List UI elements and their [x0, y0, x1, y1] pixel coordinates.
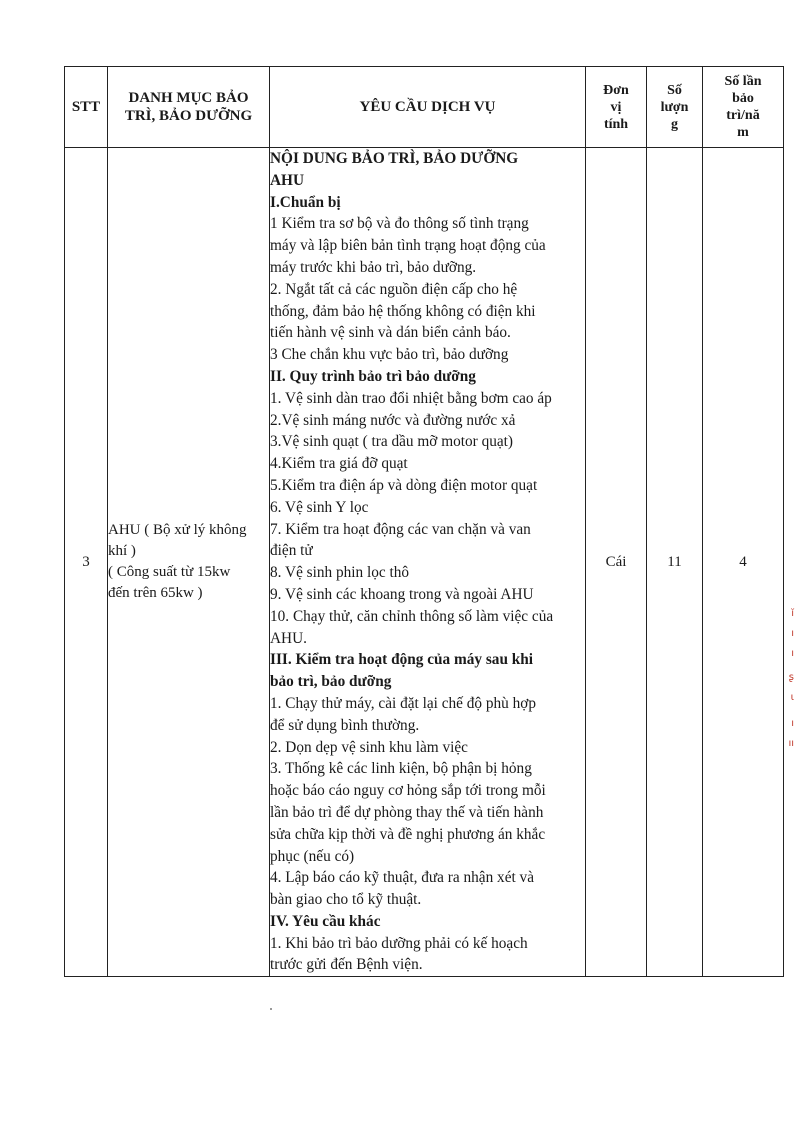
requirement-heading: I.Chuẩn bị: [270, 193, 341, 211]
requirement-line: 9. Vệ sinh các khoang trong và ngoài AHU: [270, 585, 534, 603]
header-quantity-line: g: [671, 116, 678, 132]
requirement-heading: II. Quy trình bảo trì bảo dưỡng: [270, 367, 476, 385]
requirement-line: 10. Chạy thử, căn chỉnh thông số làm việc của: [270, 607, 554, 625]
header-frequency-line: trì/nă: [726, 108, 760, 123]
category-line: đến trên 65kw ): [108, 585, 203, 602]
header-unit-line: Đơn: [603, 82, 629, 98]
category-line: ( Công suất từ 15kw: [108, 564, 231, 581]
row-category: [108, 148, 270, 977]
table-header-row: [65, 67, 784, 148]
requirement-line: 6. Vệ sinh Y lọc: [270, 498, 369, 516]
requirement-line: để sử dụng bình thường.: [270, 716, 420, 734]
requirement-line: thống, đảm bảo hệ thống không có điện khi: [270, 302, 536, 320]
requirement-list: [270, 148, 585, 976]
header-unit: [586, 67, 647, 148]
requirement-line: 2. Ngắt tất cả các nguồn điện cấp cho hệ: [270, 280, 518, 298]
stamp-mark: ı: [791, 648, 794, 659]
header-stt: STT: [65, 67, 108, 148]
requirement-heading: AHU: [270, 171, 304, 189]
requirement-line: 2.Vệ sinh máng nước và đường nước xả: [270, 411, 516, 429]
requirement-line: điện tử: [270, 542, 313, 560]
requirement-line: phục (nếu có): [270, 847, 355, 865]
header-category: [108, 67, 270, 148]
header-category-line: DANH MỤC BẢO: [128, 90, 249, 106]
requirement-line: máy và lập biên bản tình trạng hoạt động của: [270, 237, 546, 255]
requirement-line: 1. Vệ sinh dàn trao đổi nhiệt bằng bơm cao áp: [270, 389, 552, 407]
requirement-line: 1. Chạy thử máy, cài đặt lại chế độ phù hợp: [270, 694, 537, 712]
stamp-mark: ɩ: [790, 692, 794, 703]
row-unit: Cái: [586, 148, 647, 977]
requirement-line: 3. Thống kê các linh kiện, bộ phận bị hỏng: [270, 760, 532, 778]
category-line: khí ): [108, 543, 136, 560]
row-quantity: 11: [647, 148, 703, 977]
requirement-line: 8. Vệ sinh phin lọc thô: [270, 564, 410, 582]
row-requirements: [270, 148, 586, 977]
header-requirement: YÊU CẦU DỊCH VỤ: [270, 67, 586, 148]
requirement-heading: III. Kiểm tra hoạt động của máy sau khi: [270, 651, 534, 669]
scan-speck: [270, 1008, 272, 1010]
requirement-heading: IV. Yêu cầu khác: [270, 912, 381, 930]
row-frequency: 4: [703, 148, 784, 977]
stamp-mark: ĭ: [791, 608, 794, 619]
header-frequency-line: m: [737, 125, 749, 140]
requirement-line: hoặc báo cáo nguy cơ hỏng sắp tới trong mỗi: [270, 782, 546, 800]
requirement-line: lần bảo trì để dự phòng thay thế và tiến hành: [270, 803, 544, 821]
requirement-line: 4. Lập báo cáo kỹ thuật, đưa ra nhận xét và: [270, 869, 534, 887]
header-frequency: [703, 67, 784, 148]
category-line: AHU ( Bộ xử lý không: [108, 522, 247, 539]
header-category-line: TRÌ, BẢO DƯỠNG: [124, 108, 253, 124]
stamp-mark: ʂ: [788, 672, 794, 683]
requirement-heading: NỘI DUNG BẢO TRÌ, BẢO DƯỠNG: [270, 150, 519, 167]
requirement-line: trước gửi đến Bệnh viện.: [270, 956, 423, 974]
header-quantity-line: Số: [667, 82, 682, 98]
requirement-line: 7. Kiểm tra hoạt động các van chặn và van: [270, 520, 531, 538]
header-frequency-line: Số lần: [724, 74, 762, 89]
requirement-line: bàn giao cho tổ kỹ thuật.: [270, 891, 422, 909]
requirement-line: 2. Dọn dẹp vệ sinh khu làm việc: [270, 738, 468, 756]
service-table: [64, 66, 784, 977]
requirement-line: 3.Vệ sinh quạt ( tra dầu mỡ motor quạt): [270, 433, 514, 451]
stamp-mark: ı: [791, 628, 794, 639]
row-stt: 3: [65, 148, 108, 977]
requirement-line: sửa chữa kịp thời và đề nghị phương án khắc: [270, 825, 546, 843]
stamp-mark: ıı: [788, 738, 794, 749]
stamp-mark: ı: [791, 718, 794, 729]
requirement-line: 1. Khi bảo trì bảo dưỡng phải có kế hoạch: [270, 934, 528, 952]
header-frequency-line: bảo: [732, 91, 754, 106]
requirement-heading: bảo trì, bảo dưỡng: [270, 673, 392, 691]
requirement-line: máy trước khi bảo trì, bảo dưỡng.: [270, 258, 477, 276]
requirement-line: 3 Che chắn khu vực bảo trì, bảo dưỡng: [270, 346, 509, 364]
requirement-line: 5.Kiểm tra điện áp và dòng điện motor quạt: [270, 476, 538, 494]
requirement-line: AHU.: [270, 629, 307, 647]
requirement-line: tiến hành vệ sinh và dán biển cảnh báo.: [270, 324, 511, 342]
header-quantity-line: lượn: [660, 99, 689, 115]
header-quantity: [647, 67, 703, 148]
requirement-line: 1 Kiểm tra sơ bộ và đo thông số tình trạng: [270, 215, 529, 233]
table-row: [65, 148, 784, 977]
header-unit-line: tính: [603, 116, 629, 132]
requirement-line: 4.Kiểm tra giá đỡ quạt: [270, 455, 408, 473]
header-unit-line: vị: [610, 99, 622, 115]
